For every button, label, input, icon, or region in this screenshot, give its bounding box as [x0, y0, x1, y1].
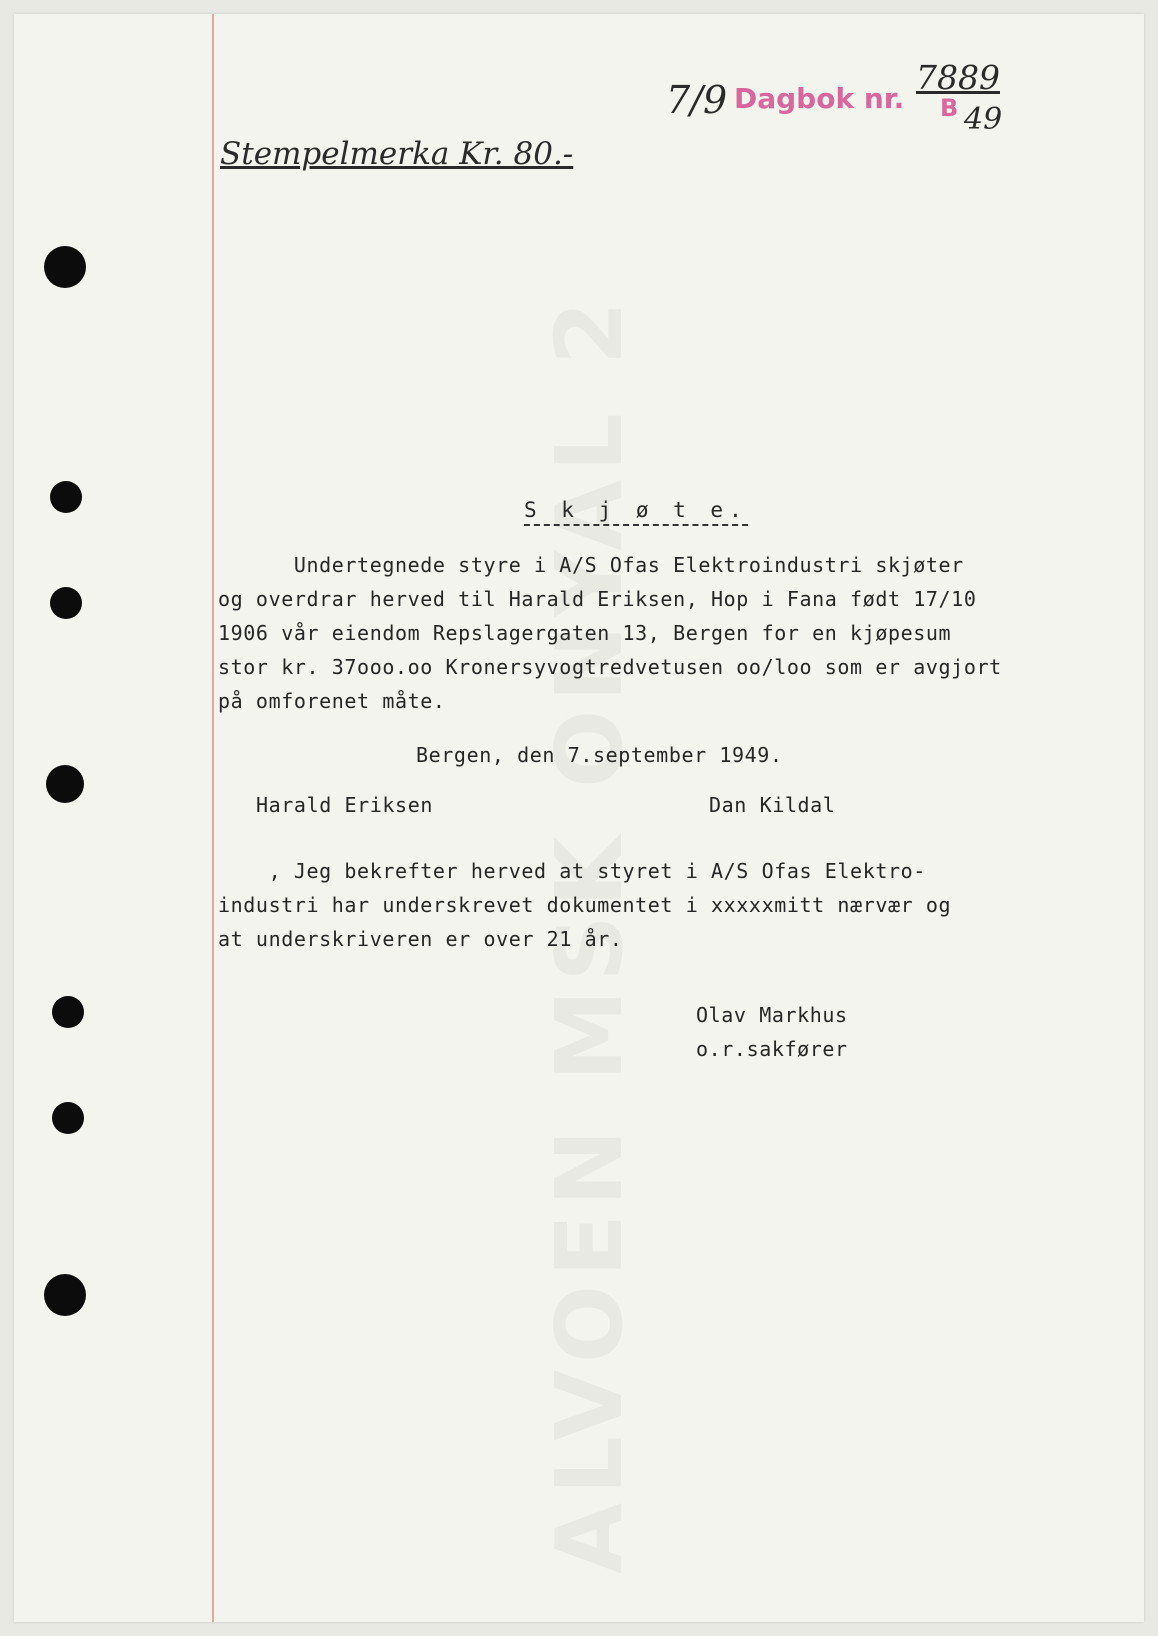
- body-line: Undertegnede styre i A/S Ofas Elektroindustri skjøter: [218, 553, 964, 577]
- binder-hole: [52, 1102, 84, 1134]
- attestation-line: , Jeg bekrefter herved at styret i A/S Ofas Elektro-: [218, 859, 926, 883]
- signature-right: Dan Kildal: [709, 793, 836, 817]
- binder-hole: [52, 996, 84, 1028]
- signature-left: Harald Eriksen: [256, 793, 433, 817]
- paper-watermark: [544, 274, 654, 1574]
- date-note: 7/9: [666, 78, 728, 122]
- attester-title: o.r.sakfører: [696, 1037, 848, 1061]
- body-line: 1906 vår eiendom Repslagergaten 13, Bergen for en kjøpesum: [218, 621, 952, 645]
- document-title: S k j ø t e.: [524, 498, 748, 526]
- binder-hole: [46, 765, 84, 803]
- place-date: Bergen, den 7.september 1949.: [416, 743, 783, 767]
- register-year: 49: [964, 102, 1003, 137]
- attestation-line: industri har underskrevet dokumentet i xxxxxmitt nærvær og: [218, 893, 952, 917]
- margin-line: [212, 14, 214, 1622]
- document-page: [14, 14, 1144, 1622]
- register-number: 7889: [916, 58, 1000, 97]
- body-line: på omforenet måte.: [218, 689, 446, 713]
- attestation-line: at underskriveren er over 21 år.: [218, 927, 623, 951]
- binder-hole: [50, 587, 82, 619]
- body-line: stor kr. 37ooo.oo Kronersyvogtredvetusen oo/loo som er avgjort: [218, 655, 1002, 679]
- binder-hole: [44, 246, 86, 288]
- register-letter: B: [940, 94, 959, 122]
- attester-name: Olav Markhus: [696, 1003, 848, 1027]
- register-stamp: Dagbok nr.: [734, 82, 905, 115]
- stamp-duty-note: Stempelmerka Kr. 80.-: [220, 136, 574, 172]
- binder-hole: [50, 481, 82, 513]
- binder-hole: [44, 1274, 86, 1316]
- body-line: og overdrar herved til Harald Eriksen, Hop i Fana født 17/10: [218, 587, 977, 611]
